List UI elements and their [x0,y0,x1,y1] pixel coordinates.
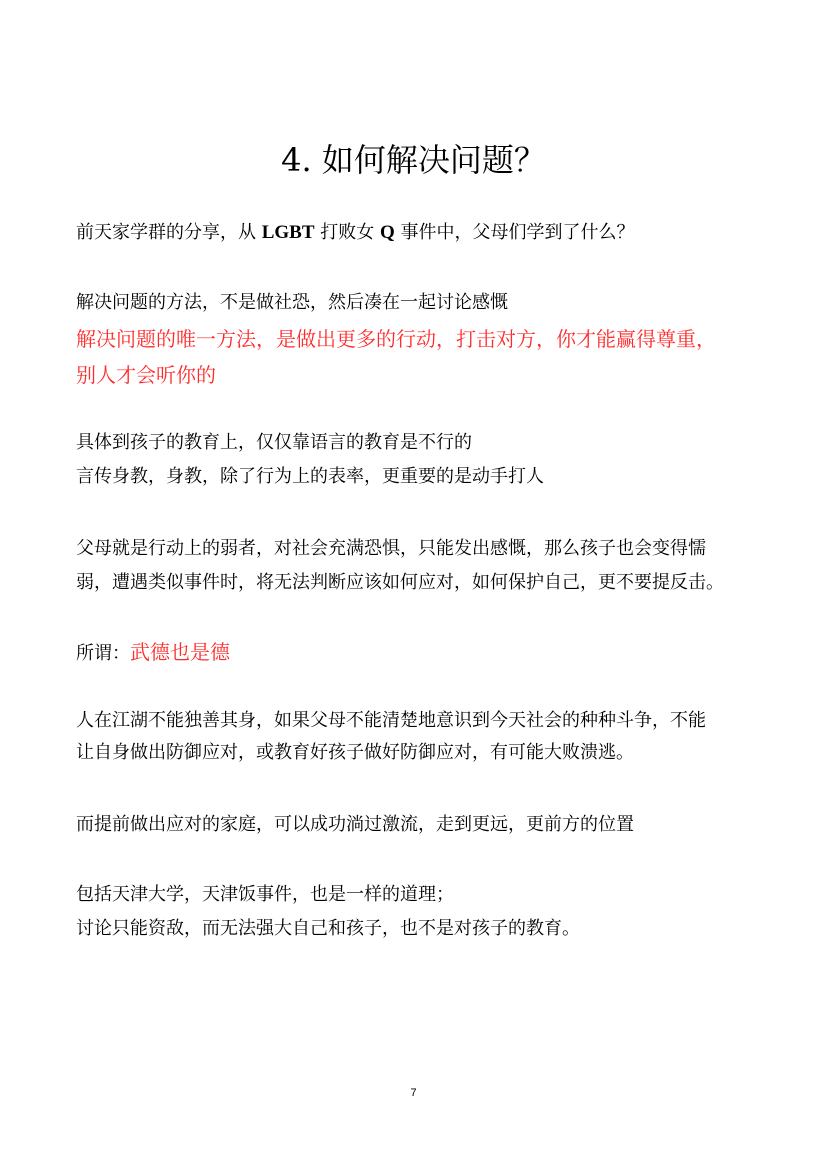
intro-bold-q: Q [380,222,395,243]
paragraph-line: 包括天津大学，天津饭事件，也是一样的道理； [76,884,454,905]
paragraph-line: 人在江湖不能独善其身，如果父母不能清楚地意识到今天社会的种种斗争，不能 [76,710,706,731]
paragraph-line: 而提前做出应对的家庭，可以成功淌过激流，走到更远，更前方的位置 [76,814,634,835]
section-title: 4. 如何解决问题？ [281,141,546,179]
paragraph-line: 父母就是行动上的弱者，对社会充满恐惧，只能发出感慨，那么孩子也会变得懦 [76,538,706,559]
page-number: 7 [410,1087,417,1099]
intro-bold-lgbt: LGBT [261,222,315,243]
motto-line [76,637,756,667]
paragraph-line: 言传身教，身教，除了行为上的表率，更重要的是动手打人 [76,466,544,487]
paragraph-line: 解决问题的方法，不是做社恐，然后凑在一起讨论感慨 [76,292,508,313]
emphasis-line: 解决问题的唯一方法，是做出更多的行动，打击对方，你才能赢得尊重， [76,327,716,351]
intro-paragraph [76,220,756,246]
intro-text-3: 事件中，父母们学到了什么？ [394,222,635,243]
motto-label: 所谓： [76,643,130,664]
intro-text-1: 前天家学群的分享，从 [76,222,262,243]
paragraph-line: 讨论只能资敌，而无法强大自己和孩子，也不是对孩子的教育。 [76,918,580,939]
paragraph-line: 具体到孩子的教育上，仅仅靠语言的教育是不行的 [76,432,472,453]
paragraph-line: 让自身做出防御应对，或教育好孩子做好防御应对，有可能大败溃逃。 [76,742,634,763]
paragraph-line: 弱，遭遇类似事件时，将无法判断应该如何应对，如何保护自己，更不要提反击。 [76,572,724,593]
emphasis-line: 别人才会听你的 [76,363,216,387]
motto-emphasis: 武德也是德 [130,640,230,664]
intro-text-2: 打败女 [314,222,380,243]
